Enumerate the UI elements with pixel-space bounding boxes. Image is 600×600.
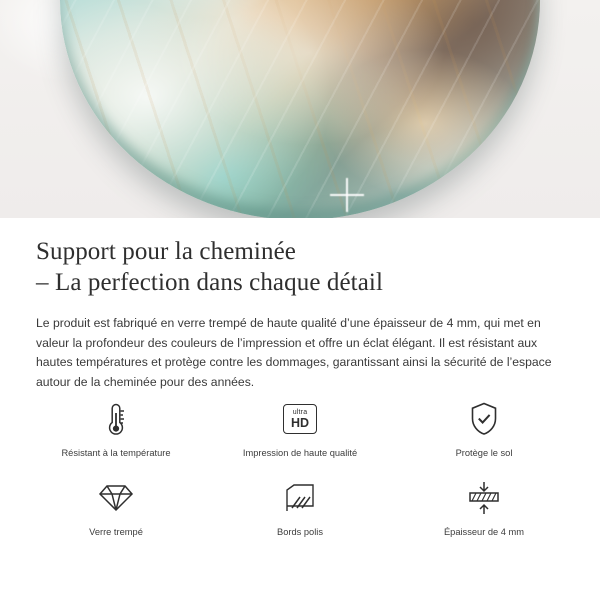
marble-veins xyxy=(60,0,540,218)
feature-item-floor-protection xyxy=(392,398,576,459)
product-description: Le produit est fabriqué en verre trempé de haute qualité d’une épaisseur de 4 mm, qui met en valeur la profondeur des couleurs de l’impression et offre un éclat élégant. Il est résistant aux hautes températures et protège contre les dommages, garantissant ainsi la sécurité de l’espace autour de la cheminée pour des années. xyxy=(36,316,552,389)
feature-label: Verre trempé xyxy=(89,527,143,537)
ultra-hd-top-text: ultra xyxy=(292,408,308,416)
page-title-line-2: – La perfection dans chaque détail xyxy=(36,269,383,296)
feature-item-print-quality xyxy=(208,398,392,459)
feature-item-polished-edges xyxy=(208,477,392,538)
thermometer-icon xyxy=(103,398,129,440)
feature-label: Épaisseur de 4 mm xyxy=(443,527,525,537)
hero-image xyxy=(0,0,600,218)
content-block xyxy=(0,218,600,404)
feature-label: Résistant à la température xyxy=(61,448,171,458)
feature-grid xyxy=(0,398,600,538)
page-title-line-1: Support pour la cheminée xyxy=(36,238,296,265)
feature-label: Bords polis xyxy=(277,527,323,537)
ultra-hd-icon xyxy=(283,398,317,440)
disc-edge-highlight xyxy=(60,0,540,218)
thickness-arrows-icon xyxy=(464,477,504,519)
feature-label: Impression de haute qualité xyxy=(242,448,358,458)
page-title xyxy=(36,236,564,298)
feature-item-temperature xyxy=(24,398,208,459)
polished-edges-icon xyxy=(283,477,317,519)
shield-check-icon xyxy=(468,398,500,440)
ultra-hd-bottom-text: HD xyxy=(290,415,310,430)
diamond-icon xyxy=(97,477,135,519)
feature-label: Protège le sol xyxy=(455,448,513,458)
glass-disc-product xyxy=(60,0,540,218)
feature-item-thickness xyxy=(392,477,576,538)
feature-item-tempered-glass xyxy=(24,477,208,538)
